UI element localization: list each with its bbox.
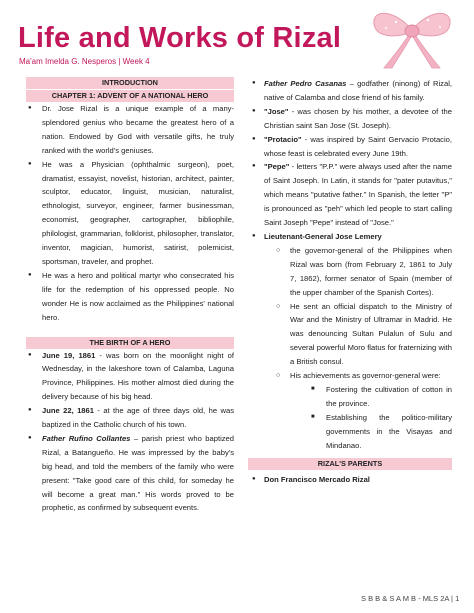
- intro-list: [26, 102, 234, 325]
- list-item-text: – godfather (ninong) of Rizal, native of Calamba and close friend of his family.: [264, 79, 452, 102]
- list-item-term: "Pepe": [264, 162, 290, 172]
- section-header-rizals-parents: RIZAL'S PARENTS: [248, 458, 452, 470]
- section-header-chapter-1: CHAPTER 1: ADVENT OF A NATIONAL HERO: [26, 90, 234, 102]
- section-header-introduction: INTRODUCTION: [26, 77, 234, 89]
- list-item: [26, 432, 234, 515]
- left-column: [26, 77, 234, 515]
- right-column: [248, 77, 452, 487]
- list-item-text: – parish priest who baptized Rizal, a Batangueño. He was impressed by the baby's big head, and told the members of the family who were present: "Take good care of this child, for someday he will become a great man." His words proved to be prophetic, as confirmed by subsequent events.: [42, 433, 234, 513]
- list-item: ● Dr. Jose Rizal is a unique example of a many-splendored genius who became the greatest hero of a nation. Endowed by God with versatile gifts, he truly ranked with the world's geniuses.: [26, 102, 234, 158]
- birth-list: [26, 349, 234, 516]
- sub-list-item: [274, 369, 452, 452]
- list-item-term: "Jose": [264, 106, 289, 116]
- list-item-term: June 19, 1861: [42, 350, 96, 360]
- page-title: Life and Works of Rizal: [18, 22, 342, 54]
- achievement-item: ■ Fostering the cultivation of cotton in the province.: [308, 383, 452, 411]
- list-item-text: - at the age of three days old, he was baptized in the Catholic church of his town.: [42, 406, 234, 430]
- list-item-term: Father Rufino Collantes: [42, 433, 131, 443]
- list-item: [26, 349, 234, 405]
- list-item-term: June 22, 1861: [42, 406, 94, 416]
- lemery-sublist: [274, 244, 452, 453]
- list-item: [248, 160, 452, 230]
- list-item: [26, 404, 234, 432]
- list-item: [248, 133, 452, 161]
- page-subtitle: Ma'am Imelda G. Nesperos | Week 4: [19, 57, 150, 66]
- page-footer: S B B & S A M B - MLS 2A | 1: [361, 594, 460, 603]
- sub-list-item: ○ He sent an official dispatch to the Ministry of War and the Ministry of Ultramar in Madrid. He was denouncing Sultan Pulalun of Sulu and several powerful Moro flatus for fraternizing with a British consul.: [274, 300, 452, 370]
- list-item-text: - was chosen by his mother, a devotee of the Christian saint San Jose (St. Joseph).: [264, 106, 452, 130]
- achievements-list: [308, 383, 452, 453]
- list-item-term: Don Francisco Mercado Rizal: [264, 475, 370, 485]
- list-item-text: - was born on the moonlight night of Wednesday, in the lakeshore town of Calamba, Laguna Province, Philippines. His mother almost died during the delivery because of his big head.: [42, 350, 234, 402]
- list-item-term: Father Pedro Casanas: [264, 79, 347, 88]
- parents-list: [248, 473, 452, 487]
- list-item-term: Lieutenant-General Jose Lemery: [264, 231, 382, 241]
- name-origins-list: [248, 77, 452, 452]
- list-item: ● He was a Physician (ophthalmic surgeon), poet, dramatist, essayist, novelist, historian, architect, painter, sculptor, educator, linguist, musician, naturalist, ethnologist, surveyor, engineer, farmer businessman, economist, geographer, cartographer, bibliophile, philologist, grammarian, folklorist, philosopher, translator, inventor, magician, humorist, satirist, polemicist, sportsman, traveler, and prophet.: [26, 158, 234, 269]
- section-header-birth-of-a-hero: THE BIRTH OF A HERO: [26, 337, 234, 349]
- list-item: [248, 105, 452, 133]
- list-item: [248, 77, 452, 105]
- list-item: [248, 230, 452, 453]
- list-item-text: - was inspired by Saint Gervacio Protacio, whose feast is celebrated every June 19th.: [264, 134, 452, 158]
- list-item: [248, 473, 452, 487]
- ribbon-bow-decoration: [366, 2, 458, 72]
- sub-list-item: ○ the governor-general of the Philippines when Rizal was born (from February 2, 1861 to July 7, 1862), former senator of Spain (member of the upper chamber of the Spanish Cortes).: [274, 244, 452, 300]
- list-item: ● He was a hero and political martyr who consecrated his life for the redemption of his oppressed people. No wonder He is now acclaimed as the Philippines' national hero.: [26, 269, 234, 325]
- list-item-text: - letters "P.P." were always used after the name of Saint Joseph. In Latin, it stands for "pater putavitus," which means "putative father." In Spanish, the letter "P" is pronounced as "peh" which led people to start calling Saint Joseph "Pepe" instead of "Jose.": [264, 162, 452, 228]
- sub-list-item-text: His achievements as governor-general were:: [290, 371, 441, 381]
- list-item-term: "Protacio": [264, 134, 302, 144]
- achievement-item: ■ Establishing the politico-military governments in the Visayas and Mindanao.: [308, 411, 452, 453]
